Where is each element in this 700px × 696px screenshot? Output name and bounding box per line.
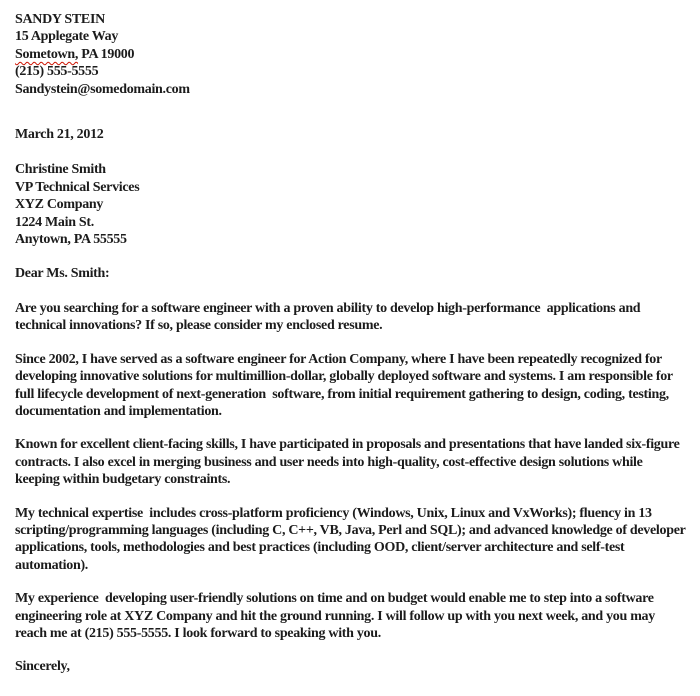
sender-state-zip: PA 19000 [81, 46, 135, 62]
recipient-name: Christine Smith [15, 162, 106, 178]
sender-city-line [15, 46, 687, 63]
recipient-street: 1224 Main St. [15, 214, 94, 230]
sender-phone: (215) 555-5555 [15, 64, 99, 80]
sender-block [15, 11, 687, 98]
salutation: Dear Ms. Smith: [15, 266, 110, 282]
paragraph-call-to-action: My experience developing user-friendly solutions on time and on budget would enable me to step into a software engineering role at XYZ Company and hit the ground running. I will follow up with you next week, and you may reach me at (215) 555-5555. I look forward to speaking with you. [15, 591, 659, 641]
recipient-company: XYZ Company [15, 197, 104, 213]
letter-date: March 21, 2012 [15, 127, 104, 143]
closing: Sincerely, [15, 659, 70, 675]
recipient-title: VP Technical Services [15, 179, 140, 195]
paragraph-client-skills: Known for excellent client-facing skills, I have participated in proposals and presentations that have landed six-figure contracts. I also excel in merging business and user needs into high-quality, cost-effective design solutions while keeping within budgetary constraints. [15, 437, 686, 488]
sender-street: 15 Applegate Way [15, 29, 119, 45]
sender-name: SANDY STEIN [15, 12, 105, 27]
paragraph-experience: Since 2002, I have served as a software engineer for Action Company, where I have been repeatedly recognized for developing innovative solutions for multimillion-dollar, globally deployed software and systems. I am responsible for full lifecycle development of next-generation software, from initial requirement gathering to design, coding, testing, documentation and implementation. [15, 351, 676, 419]
sender-city-spellcheck: Sometown, [15, 46, 79, 62]
sender-email: Sandystein@somedomain.com [15, 81, 190, 97]
recipient-city-state-zip: Anytown, PA 55555 [15, 232, 127, 248]
paragraph-technical-expertise: My technical expertise includes cross-platform proficiency (Windows, Unix, Linux and VxWorks); fluency in 13 scripting/programming languages (including C, C++, VB, Java, Perl and SQL); and advanced knowledge of developer applications, tools, methodologies and best practices (including OOD, client/server architecture and self-test automation). [15, 505, 689, 573]
recipient-block [15, 161, 687, 248]
paragraph-intro: Are you searching for a software engineer with a proven ability to develop high-performance applications and technical innovations? If so, please consider my enclosed resume. [15, 300, 644, 334]
